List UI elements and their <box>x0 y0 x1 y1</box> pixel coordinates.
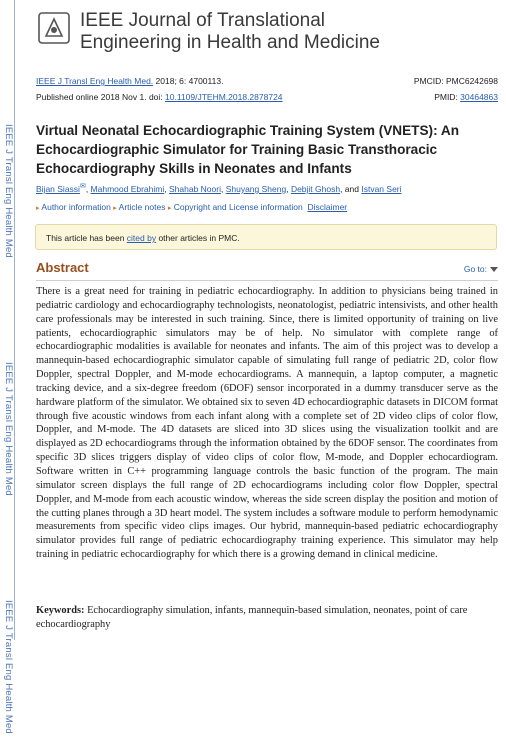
pmcid <box>414 76 498 86</box>
side-rail <box>0 0 22 734</box>
author-link[interactable]: Bijan Siassi <box>36 183 80 194</box>
abstract-heading: Abstract <box>36 260 89 275</box>
expand-triangle-icon: ▸ <box>36 205 40 212</box>
article-title: Virtual Neonatal Echocardiographic Training System (VNETS): An Echocardiographic Simulator for Training Basic Transthoracic Echocardiography Skills in Neonates and Infants <box>36 123 459 176</box>
pmid <box>434 92 498 102</box>
cited-by-notice: This article has been cited by other articles in PMC. <box>35 224 497 250</box>
author-link[interactable]: Shahab Noori <box>168 183 221 194</box>
journal-abbrev-link[interactable]: IEEE J Transl Eng Health Med. <box>36 76 154 86</box>
pmcid-label: PMCID: <box>413 76 447 86</box>
side-rail-line <box>14 0 15 640</box>
keywords-list: Echocardiography simulation, infants, mannequin-based simulation, neonates, point of care echocardiography <box>36 605 468 630</box>
author-list: Bijan Siassi✉, Mahmood Ebrahimi, Shahab Noori, Shuyang Sheng, Debjit Ghosh, and Istvan Seri <box>36 183 402 194</box>
keywords <box>36 604 498 631</box>
side-rail-label[interactable]: IEEE J Transl Eng Health Med <box>3 358 14 500</box>
author-link[interactable]: Debjit Ghosh <box>290 183 341 194</box>
article-notes-link[interactable]: Article notes <box>118 202 166 212</box>
pmid-link[interactable]: 30464863 <box>460 92 498 102</box>
expand-triangle-icon: ▸ <box>167 205 172 212</box>
journal-title-line2: Engineering in Health and Medicine <box>80 32 380 53</box>
citation-row <box>36 76 498 86</box>
doi-link[interactable]: 10.1109/JTEHM.2018.2878724 <box>165 92 283 102</box>
journal-title-line1: IEEE Journal of Translational <box>80 10 326 31</box>
expand-triangle-icon: ▸ <box>113 205 117 212</box>
author-information-link[interactable]: Author information <box>41 202 111 212</box>
article-meta-links <box>36 202 498 212</box>
keywords-label: Keywords: <box>36 605 85 616</box>
cited-by-link[interactable]: cited by <box>126 233 157 243</box>
citation-year-volume: 2018; 6: 4700113. <box>153 76 224 86</box>
author-link[interactable]: Istvan Seri <box>361 183 402 194</box>
author-link[interactable]: Shuyang Sheng <box>225 183 287 194</box>
publication-row <box>36 92 498 102</box>
pmcid-value: PMC6242698 <box>446 76 498 86</box>
pmid-label: PMID: <box>434 92 461 102</box>
copyright-license-link[interactable]: Copyright and License information <box>173 202 303 212</box>
chevron-down-icon <box>490 267 498 272</box>
side-rail-label[interactable]: IEEE J Transl Eng Health Med <box>3 120 14 262</box>
journal-header <box>36 6 496 54</box>
published-date: Published online 2018 Nov 1. doi: <box>36 92 166 102</box>
ieee-logo-icon[interactable] <box>36 10 72 46</box>
journal-title[interactable] <box>80 10 480 54</box>
disclaimer-link[interactable]: Disclaimer <box>307 202 348 212</box>
goto-dropdown[interactable]: Go to: <box>464 264 498 274</box>
abstract-header <box>36 260 498 281</box>
side-rail-label[interactable]: IEEE J Transl Eng Health Med <box>3 596 14 738</box>
author-link[interactable]: Mahmood Ebrahimi <box>90 183 165 194</box>
abstract-text: There is a great need for training in pediatric echocardiography. In addition to physicians being trained in pediatric cardiology and echocardiography technologists, neonatologist, pediatric intensivists, and other health care professionals may be interested in such training. Since, there is limited opportunity of training on live patients, echocardiographic simulators may be of help. No simulator with complete range of echocardiographic modalities is available for neonates and infants. The aim of this project was to develop a mannequin-based echocardiographic simulator capable of simulating full range of pediatric 2D, color flow Doppler, spectral Doppler, and M-mode echocardiograms. A mannequin, a laptop computer, a magnetic tracking device, and a six-degree freedom (6DOF) sensor incorporated in a dummy transducer serve as the hardware platform of the simulator. We obtained six to seven 4D echocardiographic datasets in DICOM format through five acoustic windows from each infant along with a complete set of 2D video clips of color flow, Doppler, and M-mode. The 4D datasets are sliced into 3D slices using the visualization toolkit and are displayed as 2D echocardiograms through the information obtained by the 6DOF sensor. The coordinates from specific 3D slices triggers display of video clips of color flow, M-mode, and Doppler echocardiogram. Software written in C++ programming language controls the basic function of the program. The main simulator screen displays the full range of 2D echocardiograms including color flow Doppler, spectral Doppler, and M-mode from each acoustic window, whereas the side screen display the position and motion of the cutting planes through a 3D heart model. The system includes a software module to perform hemodynamic measurements from specific video clips images. Our hybrid, mannequin-based pediatric echocardiography simulator provides full range of pediatric echocardiography training experience. This simulator may help training in pediatric echocardiography for which there is a growing demand in clinical medicine. <box>36 286 498 561</box>
email-icon[interactable]: ✉ <box>79 183 86 190</box>
